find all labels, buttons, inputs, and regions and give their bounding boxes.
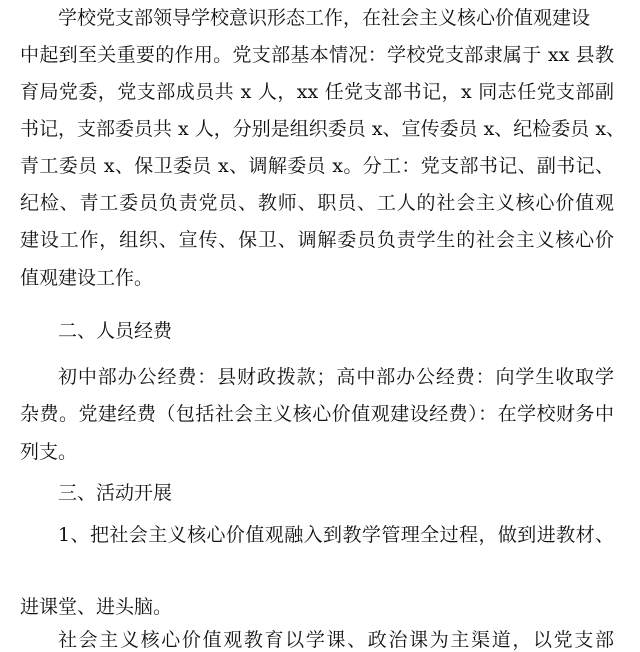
intro-line-3: 育局党委，党支部成员共 x 人，xx 任党支部书记，x 同志任党支部副: [20, 81, 614, 103]
intro-line-1: 学校党支部领导学校意识形态工作，在社会主义核心价值观建设: [58, 7, 591, 29]
cut-off-paragraph-line: 社会主义核心价值观教育以学课、政治课为主渠道，以党支部: [58, 629, 614, 651]
funds-line-1: 初中部办公经费：县财政拨款；高中部办公经费：向学生收取学: [58, 366, 614, 388]
item-1-line-1: 1、把社会主义核心价值观融入到教学管理全过程，做到进教材、: [58, 524, 614, 546]
intro-line-8: 值观建设工作。: [20, 267, 154, 289]
intro-line-6: 纪检、青工委员负责党员、教师、职员、工人的社会主义核心价值观: [20, 192, 614, 214]
intro-line-7: 建设工作，组织、宣传、保卫、调解委员负责学生的社会主义核心价: [20, 229, 614, 251]
section-heading-personnel-funds: 二、人员经费: [58, 320, 173, 342]
item-1-line-2: 进课堂、进头脑。: [20, 596, 173, 618]
intro-line-2: 中起到至关重要的作用。党支部基本情况：学校党支部隶属于 xx 县教: [20, 44, 614, 66]
intro-line-5: 青工委员 x、保卫委员 x、调解委员 x。分工：党支部书记、副书记、: [20, 155, 614, 177]
intro-line-4: 书记，支部委员共 x 人，分别是组织委员 x、宣传委员 x、纪检委员 x、: [20, 118, 626, 140]
funds-line-3: 列支。: [20, 441, 78, 463]
funds-line-2: 杂费。党建经费（包括社会主义核心价值观建设经费）：在学校财务中: [20, 403, 614, 425]
section-heading-activities: 三、活动开展: [58, 482, 173, 504]
